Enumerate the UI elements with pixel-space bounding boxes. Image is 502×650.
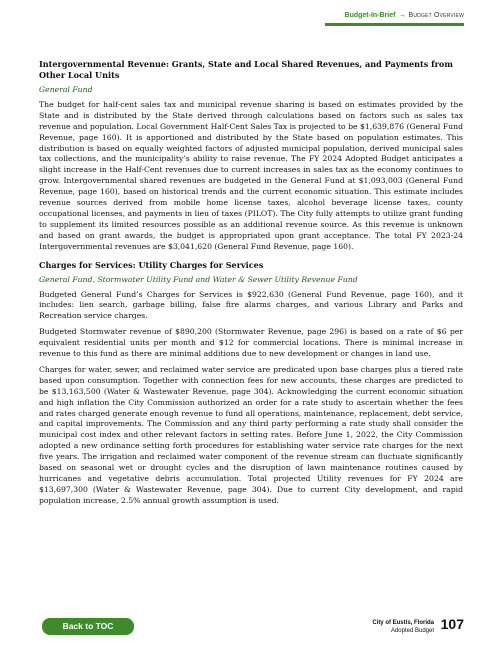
heading-intergovernmental-revenue: Intergovernmental Revenue: Grants, State and Local Shared Revenues, and Payments from Other Local Units — [39, 59, 453, 80]
header-rule — [325, 23, 464, 26]
paragraph-general-fund-charges: Budgeted General Fund’s Charges for Services is $922,630 (General Fund Revenue, page 160), and it includes: lien search, garbage billing, false fire alarms charges, and various Library and Parks and Recreation service charges. — [39, 289, 463, 321]
paragraph-stormwater: Budgeted Stormwater revenue of $890,200 (Stormwater Revenue, page 296) is based on a rate of $6 per equivalent residential units per month and $12 for commercial locations. There is minimal increase in revenue to this fund as there are minimal additions due to new development or changes in land use. — [39, 327, 463, 359]
heading-charges-for-services: Charges for Services: Utility Charges for Services — [39, 259, 264, 270]
subheading-funds: General Fund, Stormwater Utility Fund and Water & Sewer Utility Revenue Fund — [39, 274, 358, 284]
arrow-icon: → — [398, 12, 406, 19]
paragraph-intergovernmental: The budget for half-cent sales tax and municipal revenue sharing is based on estimates provided by the State and is distributed by the State derived through calculations based on factors such as sales tax revenue and population. Local Government Half-Cent Sales Tax is projected to be $1,639,876 (General Fund Revenue, page 160). It is apportioned and distributed by the State based on population estimates. This distribution is based on equally weighted factors of adjusted municipal population, derived municipal sales tax collections, and the municipality’s ability to raise revenue. The FY 2024 Adopted Budget anticipates a slight increase in the Half-Cent revenues due to current increases in sales tax as the economy continues to grow. Intergovernmental shared revenues are budgeted in the General Fund at $1,093,003 (General Fund Revenue, page 160), based on historical trends and the current economic situation. This estimate includes revenue sources derived from mobile home license taxes, alcohol beverage license taxes, county occupational licenses, and payments in lieu of taxes (PILOT). The City fully attempts to utilize grant funding to supplement its limited resources possible as an additional revenue source. As this revenue is unknown and based on grant awards, the budget is appropriated upon grant acceptance. The total FY 2023-24 Intergovernmental revenues are $3,041,620 (General Fund Revenue, page 160). — [39, 99, 463, 251]
header-brand: Budget-In-Brief — [344, 12, 396, 19]
back-to-toc-button[interactable]: Back to TOC — [42, 618, 134, 635]
paragraph-water-sewer: Charges for water, sewer, and reclaimed water service are predicated upon base charges plus a tiered rate based upon consumption. Together with connection fees for new accounts, these charges are predicted to be $13,163,500 (Water & Wastewater Revenue, page 304). Acknowledging the current economic situation and high inflation the City Commission authorized an order for a rate study to ascertain whether the fees and rates charged generate enough revenue to fund all operations, maintenance, replacement, debt service, and capital improvements. The Commission and any third party performing a rate study shall consider the municipal cost index and other relevant factors in setting rates. Before June 1, 2022, the City Commission adopted a new ordinance setting forth procedures for establishing water service rate charges for the next five years. The irrigation and reclaimed water component of the revenue stream can fluctuate significantly based on seasonal wet or drought cycles and the disruption of lawn maintenance routines caused by hurricanes and vegetative debris accumulation. Total projected Utility revenues for FY 2024 are $13,697,300 (Water & Wastewater Revenue, page 304). Due to current City development, and rapid population increase, 2.5% annual growth assumption is used. — [39, 364, 463, 505]
header-section: Budget Overview — [408, 12, 464, 19]
page-number: 107 — [440, 616, 464, 632]
footer-info — [372, 619, 434, 635]
running-header — [345, 12, 464, 19]
subheading-general-fund: General Fund — [39, 85, 93, 94]
footer-city: City of Eustis, Florida — [372, 620, 434, 626]
main-content — [39, 59, 463, 512]
footer-doc: Adopted Budget — [390, 628, 434, 634]
